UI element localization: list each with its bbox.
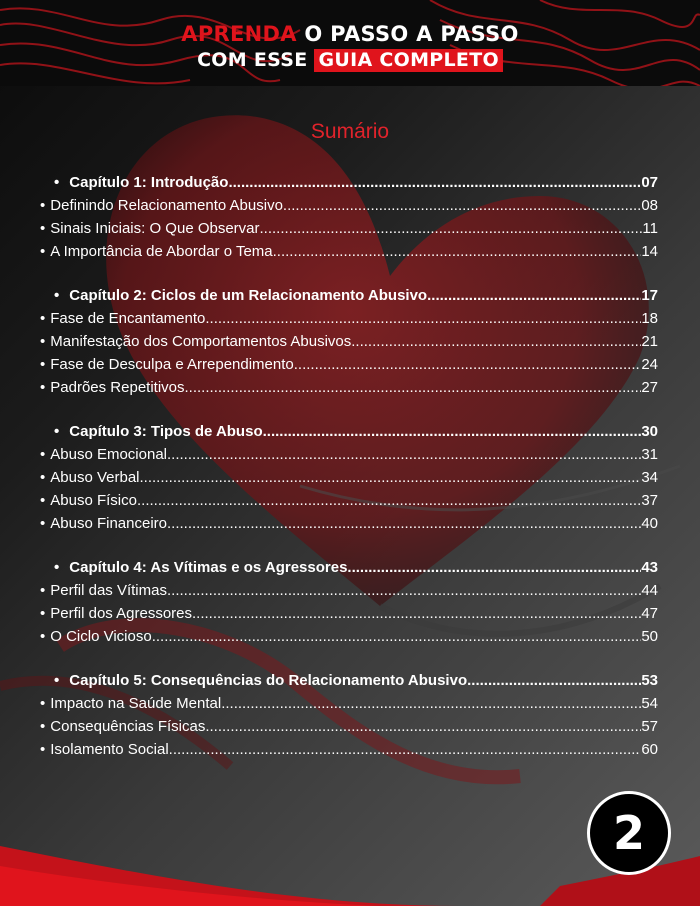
toc-item-row[interactable] (40, 469, 658, 492)
dot-leader (260, 220, 643, 237)
toc-chapter-row[interactable] (40, 423, 658, 446)
dot-leader (467, 672, 641, 689)
bullet-icon: • (40, 628, 46, 645)
header-highlight-word: APRENDA (181, 22, 297, 46)
toc-entry-page: 21 (641, 333, 658, 350)
toc-entry-label: Fase de Desculpa e Arrependimento (50, 356, 294, 373)
toc-entry-page: 24 (641, 356, 658, 373)
dot-leader (221, 695, 641, 712)
toc-entry-page: 43 (641, 559, 658, 576)
toc-entry-label: Perfil dos Agressores (50, 605, 192, 622)
toc-entry-page: 14 (641, 243, 658, 260)
bullet-icon: • (40, 197, 46, 214)
toc-entry-label: Padrões Repetitivos (50, 379, 185, 396)
dot-leader (167, 446, 641, 463)
table-of-contents (40, 174, 658, 764)
toc-item-row[interactable] (40, 310, 658, 333)
toc-entry-page: 53 (641, 672, 658, 689)
bullet-icon: • (40, 446, 46, 463)
bullet-icon: • (40, 718, 46, 735)
toc-chapter-row[interactable] (40, 672, 658, 695)
dot-leader (347, 559, 641, 576)
toc-entry-page: 60 (641, 741, 658, 758)
bullet-icon: • (40, 333, 46, 350)
dot-leader (351, 333, 641, 350)
toc-entry-page: 47 (641, 605, 658, 622)
header-line-1 (0, 22, 700, 46)
dot-leader (427, 287, 641, 304)
bullet-icon: • (40, 379, 46, 396)
toc-entry-label: Abuso Emocional (50, 446, 167, 463)
toc-item-row[interactable] (40, 605, 658, 628)
toc-entry-page: 18 (641, 310, 658, 327)
toc-entry-page: 30 (641, 423, 658, 440)
section-spacer (40, 538, 658, 559)
dot-leader (294, 356, 642, 373)
toc-entry-label: Impacto na Saúde Mental (50, 695, 222, 712)
toc-entry-page: 37 (641, 492, 658, 509)
page-number-badge (587, 791, 671, 875)
dot-leader (205, 310, 641, 327)
toc-entry-page: 08 (641, 197, 658, 214)
dot-leader (273, 243, 642, 260)
toc-item-row[interactable] (40, 515, 658, 538)
toc-entry-label: O Ciclo Vicioso (50, 628, 152, 645)
toc-chapter-row[interactable] (40, 559, 658, 582)
toc-entry-page: 07 (641, 174, 658, 191)
toc-entry-page: 31 (641, 446, 658, 463)
toc-item-row[interactable] (40, 446, 658, 469)
bullet-icon: • (40, 356, 46, 373)
bullet-icon: • (40, 310, 46, 327)
dot-leader (152, 628, 642, 645)
toc-entry-label: A Importância de Abordar o Tema (50, 243, 273, 260)
toc-chapter-row[interactable] (40, 174, 658, 197)
bullet-icon: • (54, 559, 60, 576)
toc-item-row[interactable] (40, 243, 658, 266)
dot-leader (228, 174, 641, 191)
page-title: Sumário (310, 120, 390, 143)
dot-leader (263, 423, 642, 440)
toc-item-row[interactable] (40, 220, 658, 243)
bullet-icon: • (40, 515, 46, 532)
page-number: 2 (612, 806, 645, 860)
bullet-icon: • (40, 243, 46, 260)
toc-entry-label: Isolamento Social (50, 741, 169, 758)
toc-entry-label: Capítulo 4: As Vítimas e os Agressores (69, 559, 348, 576)
bullet-icon: • (40, 220, 46, 237)
bullet-icon: • (54, 287, 60, 304)
toc-entry-page: 27 (641, 379, 658, 396)
toc-entry-label: Sinais Iniciais: O Que Observar (50, 220, 260, 237)
dot-leader (140, 469, 642, 486)
header-line-1-text: O PASSO A PASSO (304, 22, 519, 46)
toc-entry-page: 34 (641, 469, 658, 486)
toc-item-row[interactable] (40, 718, 658, 741)
toc-item-row[interactable] (40, 492, 658, 515)
toc-entry-label: Capítulo 1: Introdução (69, 174, 229, 191)
bullet-icon: • (54, 423, 60, 440)
toc-item-row[interactable] (40, 582, 658, 605)
dot-leader (167, 515, 641, 532)
header-banner (0, 0, 700, 86)
header-line-2-text: COM ESSE (197, 49, 308, 71)
toc-entry-label: Capítulo 2: Ciclos de um Relacionamento Abusivo (69, 287, 428, 304)
header-line-2 (0, 49, 700, 71)
toc-item-row[interactable] (40, 356, 658, 379)
toc-entry-label: Manifestação dos Comportamentos Abusivos (50, 333, 352, 350)
toc-entry-page: 57 (641, 718, 658, 735)
toc-entry-page: 17 (641, 287, 658, 304)
toc-entry-label: Abuso Verbal (50, 469, 140, 486)
toc-entry-label: Definindo Relacionamento Abusivo (50, 197, 283, 214)
dot-leader (167, 582, 641, 599)
bullet-icon: • (54, 174, 60, 191)
toc-entry-label: Capítulo 5: Consequências do Relacionamento Abusivo (69, 672, 468, 689)
section-spacer (40, 651, 658, 672)
toc-entry-label: Abuso Físico (50, 492, 137, 509)
toc-entry-label: Perfil das Vítimas (50, 582, 167, 599)
bullet-icon: • (54, 672, 60, 689)
toc-item-row[interactable] (40, 628, 658, 651)
toc-entry-label: Consequências Físicas (50, 718, 206, 735)
toc-entry-label: Abuso Financeiro (50, 515, 167, 532)
toc-entry-page: 54 (641, 695, 658, 712)
toc-item-row[interactable] (40, 333, 658, 356)
dot-leader (185, 379, 642, 396)
toc-entry-page: 44 (641, 582, 658, 599)
dot-leader (283, 197, 641, 214)
toc-entry-page: 40 (641, 515, 658, 532)
toc-item-row[interactable] (40, 695, 658, 718)
toc-item-row[interactable] (40, 197, 658, 220)
toc-entry-label: Capítulo 3: Tipos de Abuso (69, 423, 263, 440)
bullet-icon: • (40, 469, 46, 486)
toc-item-row[interactable] (40, 741, 658, 764)
toc-entry-page: 50 (641, 628, 658, 645)
dot-leader (192, 605, 641, 622)
bullet-icon: • (40, 695, 46, 712)
toc-item-row[interactable] (40, 379, 658, 402)
bullet-icon: • (40, 605, 46, 622)
toc-chapter-row[interactable] (40, 287, 658, 310)
dot-leader (169, 741, 642, 758)
bullet-icon: • (40, 741, 46, 758)
dot-leader (137, 492, 641, 509)
toc-entry-label: Fase de Encantamento (50, 310, 206, 327)
toc-entry-page: 11 (642, 220, 658, 237)
section-spacer (40, 266, 658, 287)
bullet-icon: • (40, 492, 46, 509)
section-spacer (40, 402, 658, 423)
dot-leader (205, 718, 641, 735)
header-highlight-box: GUIA COMPLETO (314, 49, 502, 72)
bullet-icon: • (40, 582, 46, 599)
